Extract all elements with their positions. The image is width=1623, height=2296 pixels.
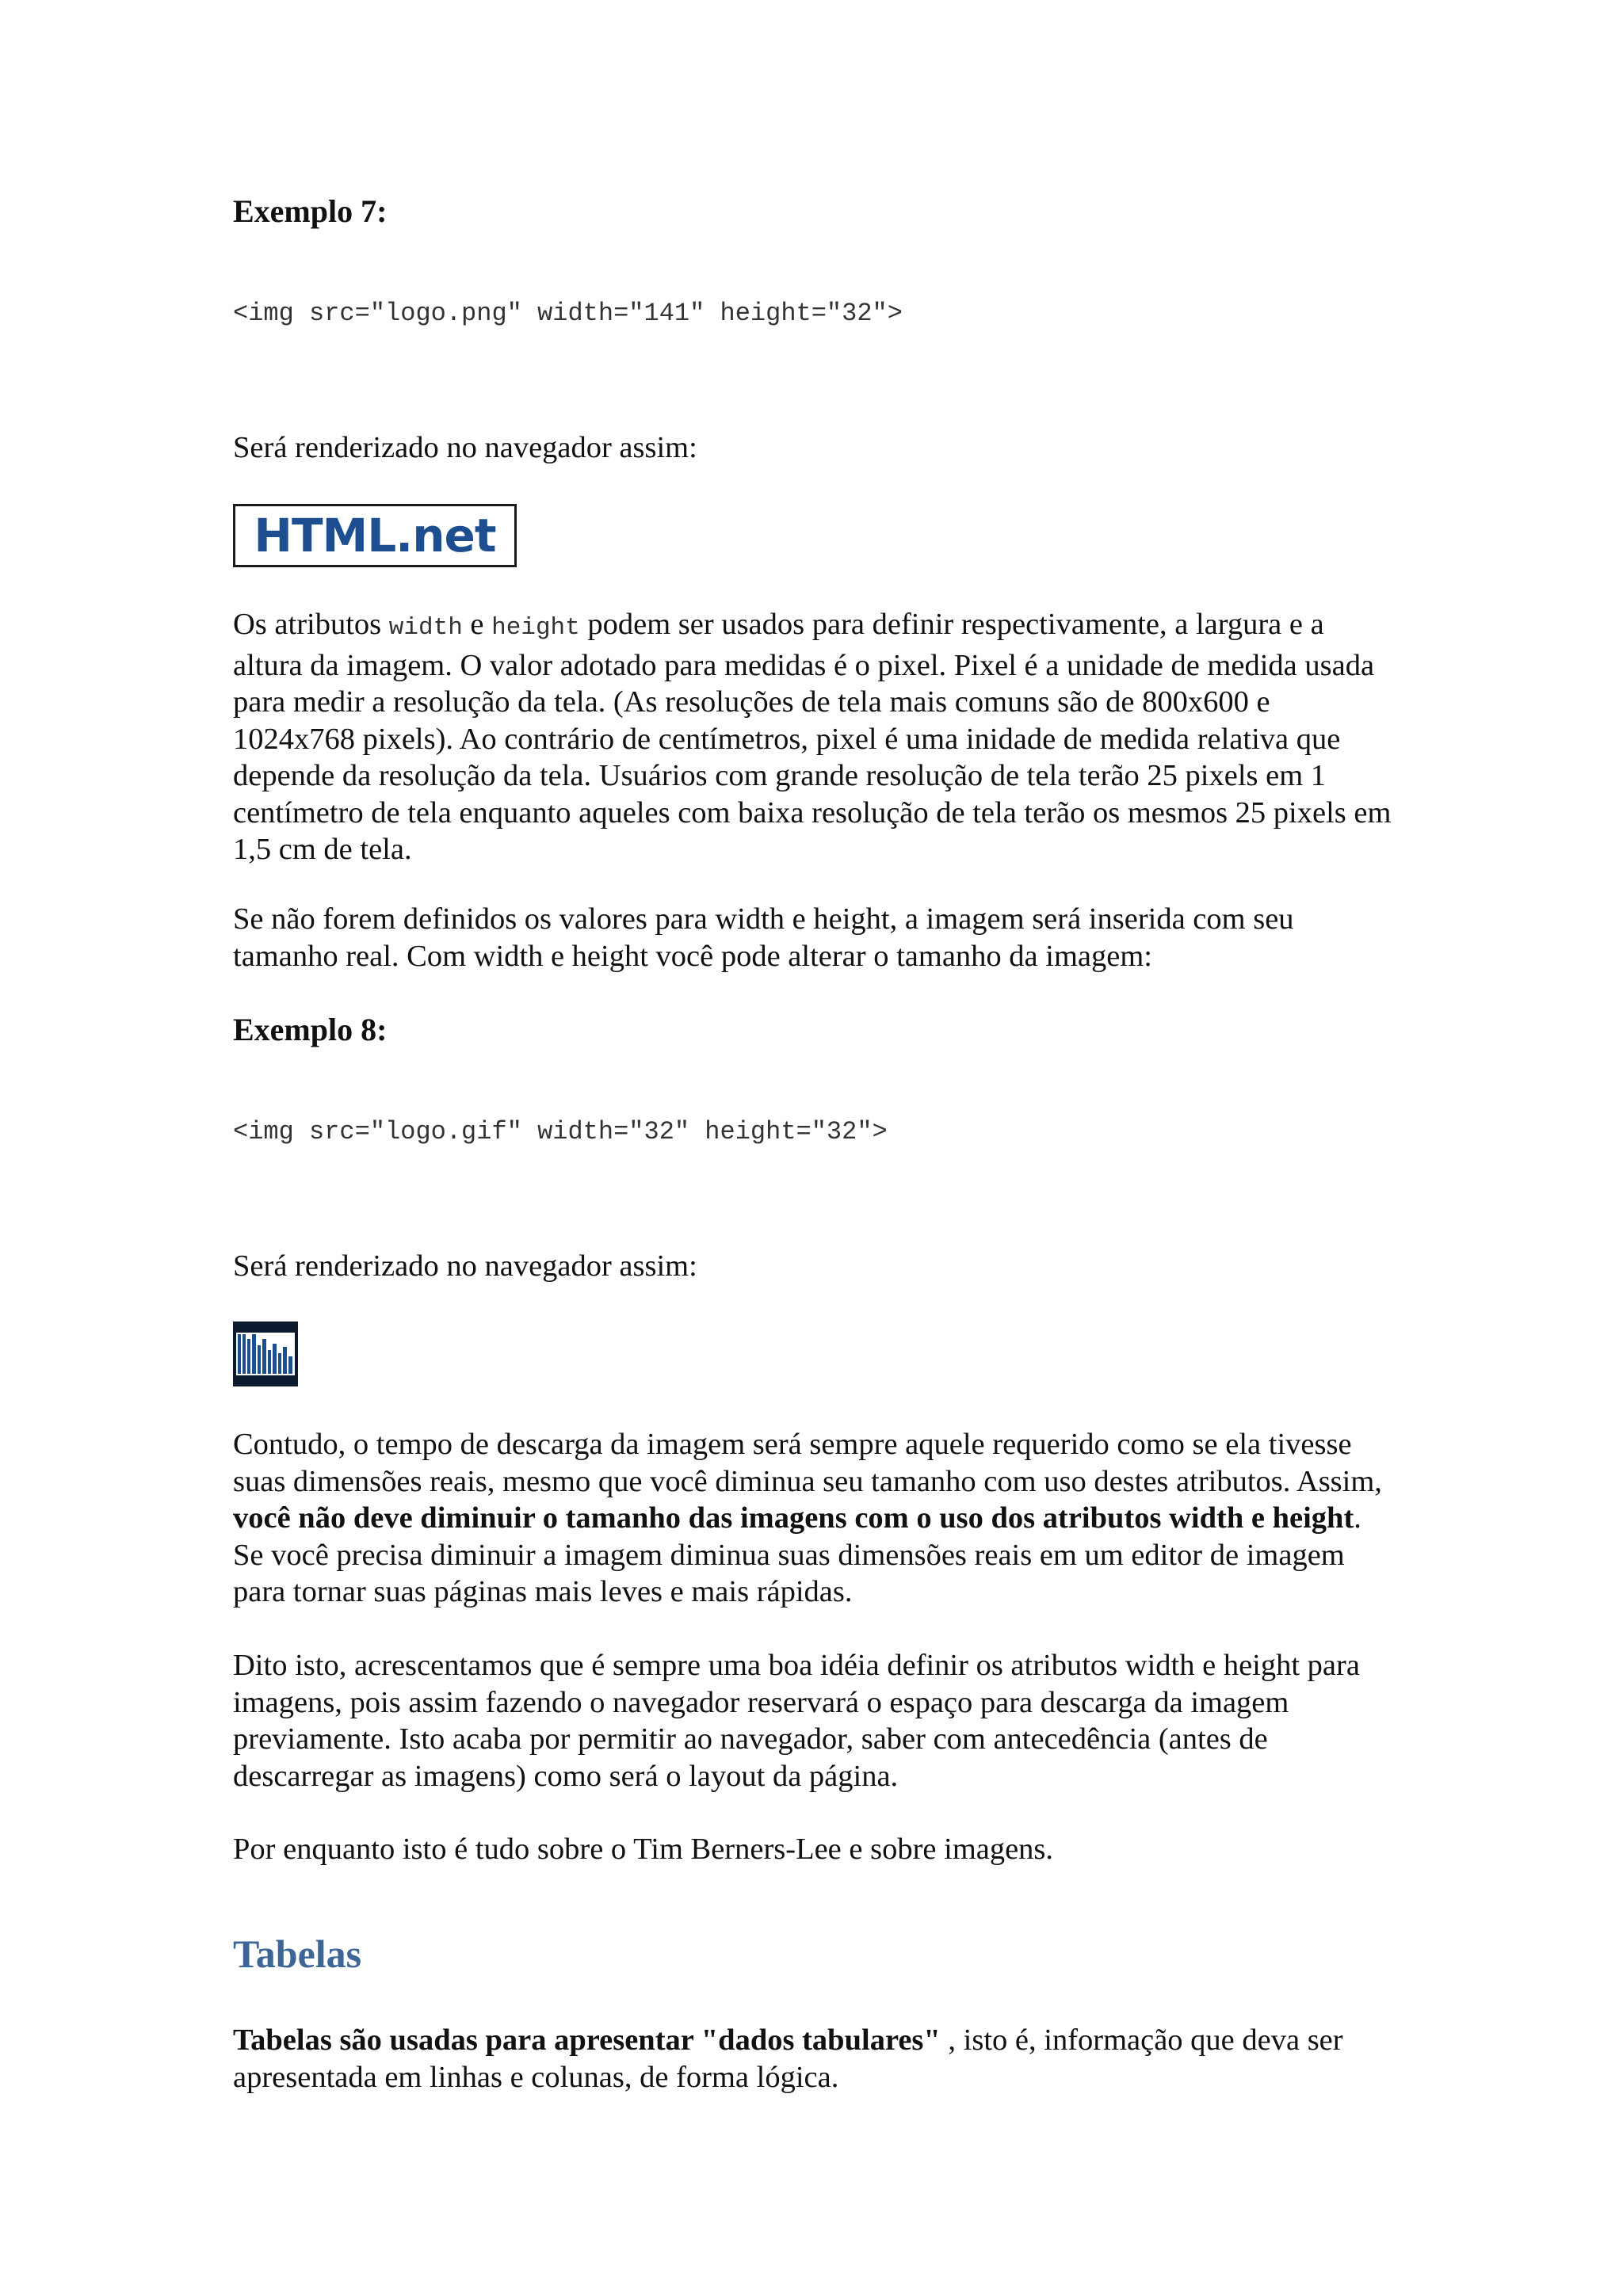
example-8-heading: Exemplo 8: (233, 1012, 388, 1047)
paragraph-default-size: Se não forem definidos os valores para width e height, a imagem será inserida com seu tamanho real. Com width e height você pode alterar o tamanho da imagem: (233, 902, 1294, 973)
paragraph-attributes-text-2: e (462, 608, 492, 641)
paragraph-download-text-1: Contudo, o tempo de descarga da imagem será sempre aquele requerido como se ela tivesse suas dimensões reais, mesmo que você diminua seu tamanho com uso destes atributos. Assim, (233, 1428, 1382, 1498)
paragraph-attributes-text-3: podem ser usados para definir respectivamente, a largura e a altura da imagem. O valor adotado para medidas é o pixel. Pixel é a unidade de medida usada para medir a resolução da tela. (As resoluções de tela mais comuns são de 800x600 e 1024x768 pixels). Ao contrário de centímetros, pixel é uma inidade de medida relativa que depende da resolução da tela. Usuários com grande resolução de tela terão 25 pixels em 1 centímetro de tela enquanto aqueles com baixa resolução de tela terão os mesmos 25 pixels em 1,5 cm de tela. (233, 608, 1392, 866)
paragraph-reserve-space: Dito isto, acrescentamos que é sempre uma boa idéia definir os atributos width e height para imagens, pois assim fazendo o navegador reservará o espaço para descarga da imagem previamente. Isto acaba por permitir ao navegador, saber com antecedência (antes de descarregar as imagens) como será o layout da página. (233, 1649, 1360, 1793)
html-net-logo-image (233, 504, 517, 567)
small-logo-image (233, 1322, 298, 1386)
paragraph-download-time (233, 1426, 1398, 1611)
html-net-logo-text: HTML.net (254, 509, 496, 563)
example-8-code: <img src="logo.gif" width="32" height="32"> (233, 1117, 888, 1146)
paragraph-tables-intro (233, 2022, 1398, 2096)
example-7-code: <img src="logo.png" width="141" height="32"> (233, 299, 903, 328)
paragraph-tables-bold: Tabelas são usadas para apresentar "dados tabulares" (233, 2023, 941, 2057)
paragraph-attributes-text-1: Os atributos (233, 608, 389, 641)
inline-code-height: height (491, 614, 580, 642)
example-7-heading: Exemplo 7: (233, 193, 388, 229)
example-8-caption: Será renderizado no navegador assim: (233, 1249, 697, 1283)
paragraph-closing: Por enquanto isto é tudo sobre o Tim Berners-Lee e sobre imagens. (233, 1833, 1054, 1866)
paragraph-download-text-2: . Se você precisa diminuir a imagem diminua suas dimensões reais em um editor de imagem para tornar suas páginas mais leves e mais rápidas. (233, 1501, 1361, 1608)
paragraph-download-bold: você não deve diminuir o tamanho das imagens com o uso dos atributos width e height (233, 1501, 1354, 1535)
section-title-tabelas: Tabelas (233, 1932, 362, 1976)
example-7-caption: Será renderizado no navegador assim: (233, 431, 697, 464)
paragraph-attributes (233, 606, 1398, 868)
paragraph-tables-text: , isto é, informação que deva ser apresentada em linhas e colunas, de forma lógica. (233, 2023, 1343, 2094)
inline-code-width: width (388, 614, 463, 642)
